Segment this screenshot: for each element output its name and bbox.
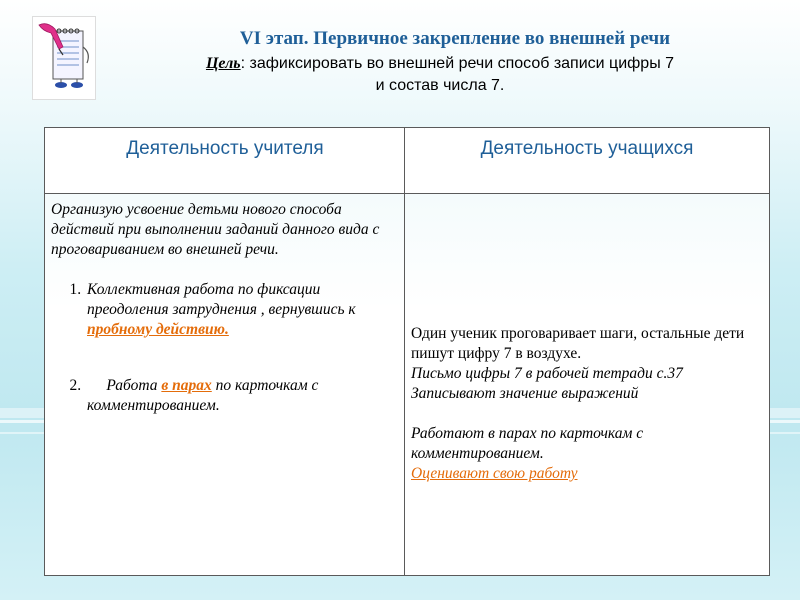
student-line-3: Записывают значение выражений <box>411 385 639 402</box>
student-activity-cell <box>411 324 761 484</box>
teacher-steps-list <box>51 280 396 416</box>
teacher-activity-cell <box>51 200 396 452</box>
student-line-4: Работают в парах по карточкам с комментированием. <box>411 425 644 462</box>
teacher-step-1 <box>85 280 396 340</box>
page-title: VI этап. Первичное закрепление во внешней речи <box>239 28 671 49</box>
teacher-step-2-prefix: Работа <box>87 377 162 394</box>
teacher-intro: Организую усвоение детьми нового способа действий при выполнении заданий данного вида с проговариванием во внешней речи. <box>51 201 380 258</box>
column-divider <box>404 128 405 575</box>
activity-table <box>44 127 770 576</box>
teacher-step-1-text: Коллективная работа по фиксации преодоления затруднения , вернувшись к <box>87 281 356 318</box>
goal-line1: зафиксировать во внешней речи способ записи цифры 7 <box>245 55 675 72</box>
goal-colon: : <box>240 55 246 72</box>
trial-action-link[interactable]: пробному действию. <box>87 321 229 338</box>
table-row <box>45 194 769 575</box>
self-assessment-link[interactable]: Оценивают свою работу <box>411 465 578 482</box>
pairs-link[interactable]: в парах <box>161 377 212 394</box>
goal-text <box>150 53 730 97</box>
student-line-2: Письмо цифры 7 в рабочей тетради с.37 <box>411 365 683 382</box>
header-student-activity: Деятельность учащихся <box>480 138 694 159</box>
writing-notepad-icon <box>32 16 96 100</box>
goal-label: Цель <box>205 55 241 72</box>
goal-line2: и состав числа 7. <box>375 77 505 94</box>
header-teacher-activity: Деятельность учителя <box>126 138 324 159</box>
teacher-step-2-suffix: по карточкам с комментированием. <box>87 377 319 414</box>
teacher-step-2 <box>85 376 396 416</box>
student-spacer <box>411 404 761 424</box>
student-line-1: Один ученик проговаривает шаги, остальные дети пишут цифру 7 в воздухе. <box>411 325 745 362</box>
table-header-row <box>45 128 769 194</box>
